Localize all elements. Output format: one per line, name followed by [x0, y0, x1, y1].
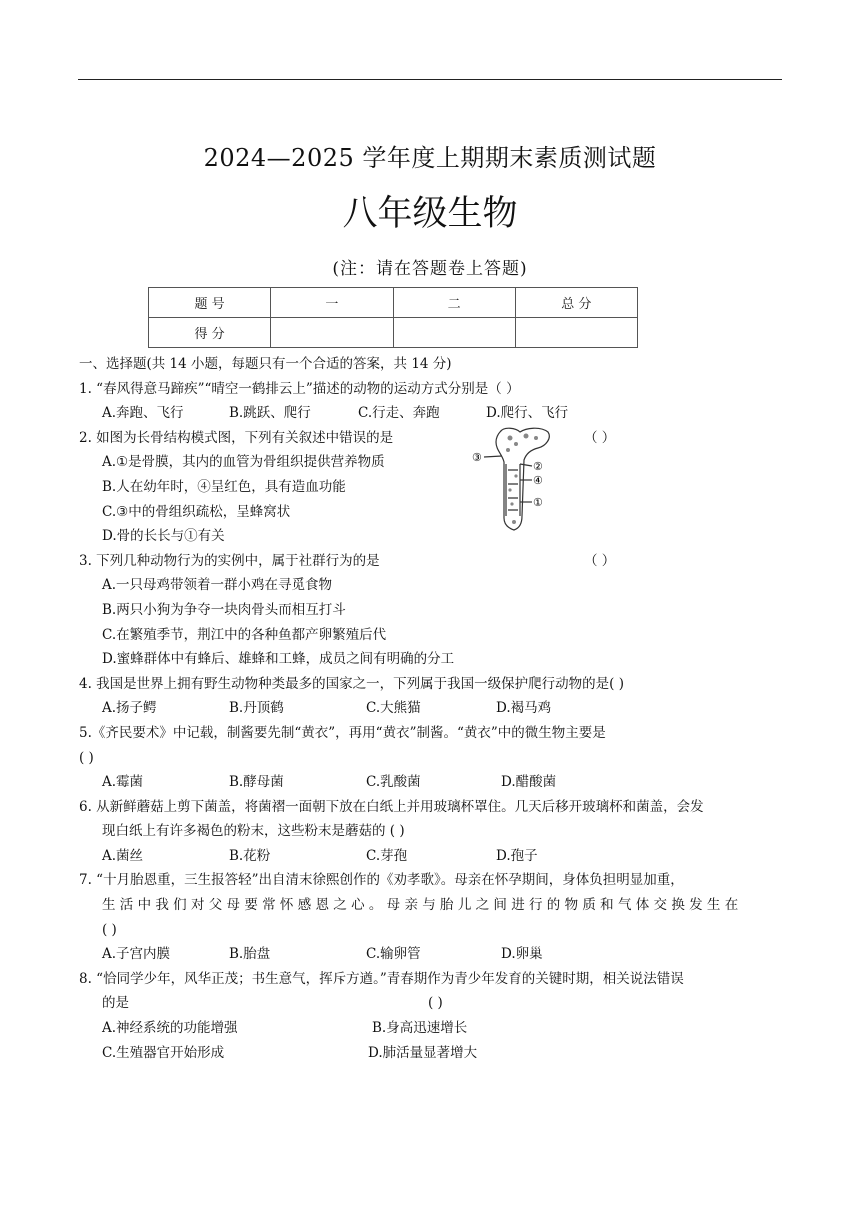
question-options — [79, 1016, 784, 1041]
question-options — [79, 770, 784, 795]
question-stem-continued: 生 活 中 我 们 对 父 母 要 常 怀 感 恩 之 心 。 母 亲 与 胎 儿 之 间 进 行 的 物 质 和 气 体 交 换 发 生 在 — [102, 897, 739, 914]
option: D.爬行、飞行 — [486, 405, 569, 422]
score-cell: 二 — [393, 288, 515, 318]
score-cell: 一 — [271, 288, 393, 318]
option: D.醋酸菌 — [501, 774, 557, 791]
score-table-score-row — [149, 318, 638, 348]
question-stem-continued: ( ) — [102, 921, 117, 938]
figure-label: ② — [533, 460, 543, 473]
question-options — [79, 1041, 784, 1066]
option: C.大熊猫 — [366, 700, 421, 717]
figure-label: ③ — [472, 451, 482, 464]
question-stem: 8. “恰同学少年，风华正茂；书生意气，挥斥方遒。”青春期作为青少年发育的关键时期，相关说法错误 — [79, 970, 684, 987]
exam-title: 2024—2025 学年度上期期末素质测试题 — [203, 144, 657, 172]
subject-title: 八年级生物 — [342, 194, 518, 234]
option: D.蜜蜂群体中有蜂后、雄蜂和工蜂，成员之间有明确的分工 — [102, 651, 455, 668]
option: A.一只母鸡带领着一群小鸡在寻觅食物 — [102, 577, 333, 594]
option: B.人在幼年时，④呈红色，具有造血功能 — [102, 478, 346, 495]
option: A.奔跑、飞行 — [102, 405, 184, 422]
question-stem-continued — [79, 991, 784, 1016]
score-table-header-row — [149, 288, 638, 318]
question-stem-continued: 现白纸上有许多褐色的粉末，这些粉末是蘑菇的 ( ) — [102, 823, 405, 840]
option: A.神经系统的功能增强 — [102, 1020, 238, 1037]
question-options — [79, 942, 784, 967]
option: D.孢子 — [496, 847, 538, 864]
figure-label: ① — [533, 496, 543, 509]
question-stem-text: 3. 下列几种动物行为的实例中，属于社群行为的是 — [79, 552, 380, 569]
option: A.扬子鳄 — [102, 700, 157, 717]
question-stem — [79, 549, 784, 574]
option: C.生殖器官开始形成 — [102, 1044, 225, 1061]
question-stem-text: 的是 — [102, 995, 129, 1012]
question-stem-text: 2. 如图为长骨结构模式图，下列有关叙述中错误的是 — [79, 429, 394, 446]
score-cell: 总 分 — [515, 288, 637, 318]
option: D.骨的长长与①有关 — [102, 528, 225, 545]
question-stem: 7. “十月胎恩重，三生报答轻”出自清末徐熙创作的《劝孝歌》。母亲在怀孕期间，身体负担明显加重， — [79, 872, 684, 889]
option: A.菌丝 — [102, 847, 144, 864]
option: C.③中的骨组织疏松，呈蜂窝状 — [102, 503, 291, 520]
answer-paren: ( ) — [428, 995, 443, 1012]
option: B.两只小狗为争夺一块肉骨头而相互打斗 — [102, 601, 346, 618]
question-options — [79, 844, 784, 869]
option: A.①是骨膜，其内的血管为骨组织提供营养物质 — [102, 454, 385, 471]
question-stem: 5.《齐民要术》中记载，制酱要先制“黄衣”，再用“黄衣”制酱。“黄衣”中的微生物主要是 — [79, 724, 606, 741]
answer-paren: （ ） — [584, 552, 616, 569]
option: C.芽孢 — [366, 847, 408, 864]
option: C.在繁殖季节，荆江中的各种鱼都产卵繁殖后代 — [102, 626, 387, 643]
question-body — [79, 352, 784, 1065]
option: B.胎盘 — [229, 946, 271, 963]
option: C.行走、奔跑 — [358, 405, 440, 422]
score-cell — [271, 318, 393, 348]
option: A.霉菌 — [102, 774, 144, 791]
question-stem-continued: ( ) — [79, 749, 94, 766]
option: B.花粉 — [229, 847, 271, 864]
question-options — [79, 696, 784, 721]
score-cell — [515, 318, 637, 348]
option: C.输卵管 — [366, 946, 421, 963]
score-cell — [393, 318, 515, 348]
option: D.肺活量显著增大 — [368, 1044, 478, 1061]
section-heading: 一、选择题(共 14 小题，每题只有一个合适的答案，共 14 分) — [79, 356, 452, 372]
option: B.酵母菌 — [229, 774, 284, 791]
question-options — [79, 401, 784, 426]
option: B.身高迅速增长 — [372, 1020, 468, 1037]
question-stem: 1. “春风得意马蹄疾”“晴空一鹤排云上”描述的动物的运动方式分别是（ ） — [79, 380, 520, 397]
figure-label: ④ — [533, 474, 543, 487]
option: D.褐马鸡 — [496, 700, 552, 717]
answer-paren: （ ） — [584, 429, 616, 446]
option: C.乳酸菌 — [366, 774, 421, 791]
question-stem — [79, 426, 784, 451]
option: B.丹顶鹤 — [229, 700, 284, 717]
score-cell: 得 分 — [149, 318, 271, 348]
top-rule — [78, 79, 782, 80]
question-stem: 4. 我国是世界上拥有野生动物种类最多的国家之一，下列属于我国一级保护爬行动物的是( ) — [79, 675, 624, 692]
score-table — [148, 287, 638, 348]
answer-note: (注：请在答题卷上答题) — [332, 259, 528, 279]
option: A.子宫内膜 — [102, 946, 171, 963]
question-stem: 6. 从新鲜蘑菇上剪下菌盖，将菌褶一面朝下放在白纸上并用玻璃杯罩住。几天后移开玻璃杯和菌盖，会发 — [79, 798, 704, 815]
option: B.跳跃、爬行 — [229, 405, 311, 422]
option: D.卵巢 — [501, 946, 543, 963]
score-cell: 题 号 — [149, 288, 271, 318]
